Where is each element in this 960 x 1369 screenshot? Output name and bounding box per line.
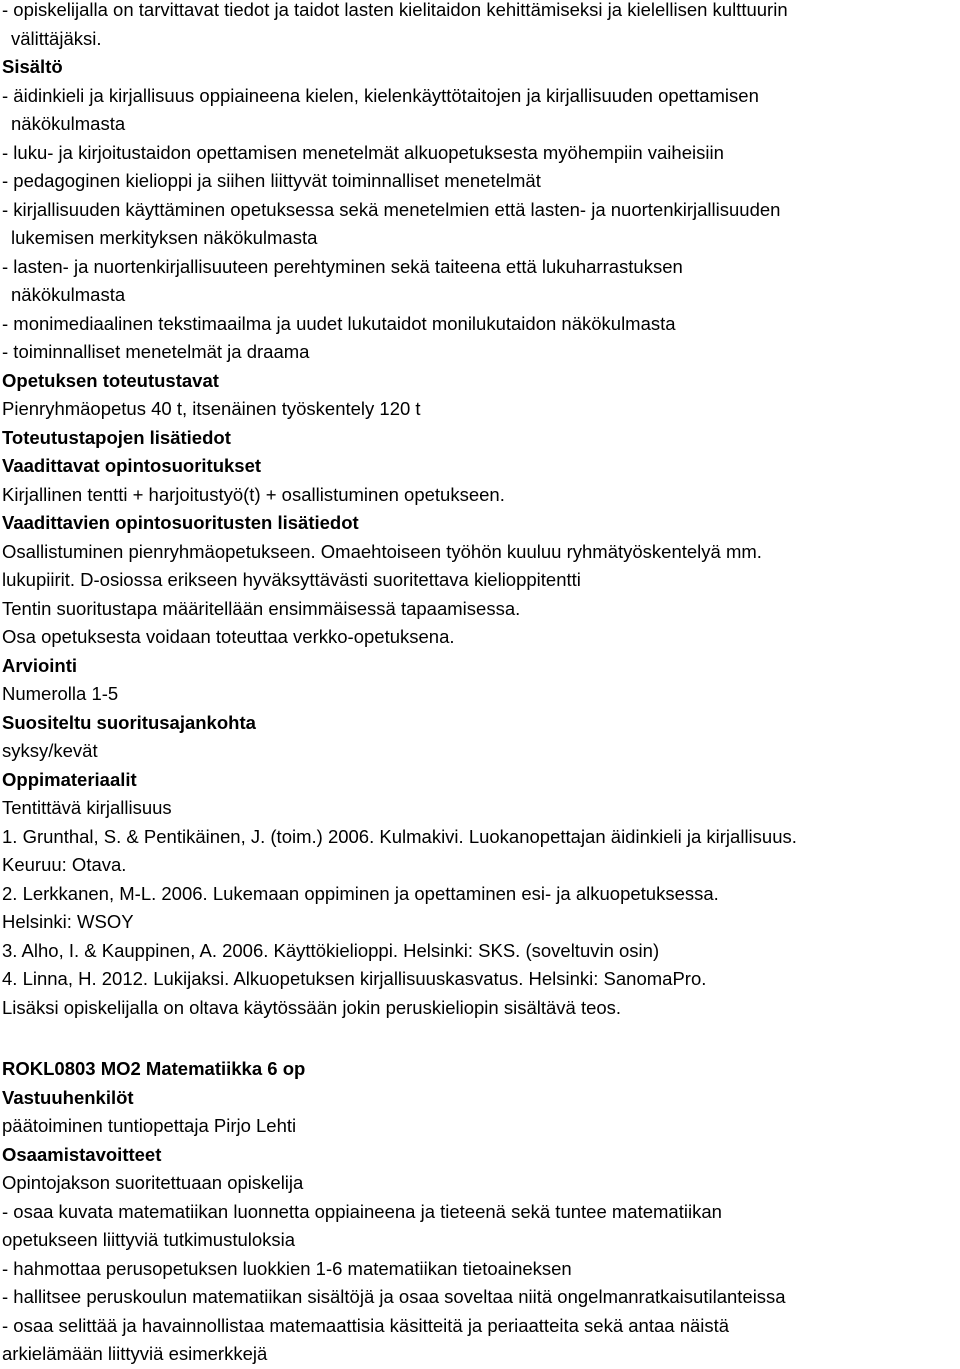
text-line: - opiskelijalla on tarvittavat tiedot ja taidot lasten kielitaidon kehittämiseksi ja kielellisen kulttuurin [2, 0, 788, 20]
text-line: Osallistuminen pienryhmäopetukseen. Omaehtoiseen työhön kuuluu ryhmätyöskentelyä mm. [2, 540, 762, 562]
text-line: - äidinkieli ja kirjallisuus oppiaineena kielen, kielenkäyttötaitojen ja kirjallisuuden opettamisen [2, 84, 759, 106]
text-line: Tentin suoritustapa määritellään ensimmäisessä tapaamisessa. [2, 597, 521, 619]
section-heading: Opetuksen toteutustavat [2, 369, 219, 391]
section-heading: Osaamistavoitteet [2, 1143, 162, 1165]
text-line: Numerolla 1-5 [2, 683, 119, 704]
text-line: päätoiminen tuntiopettaja Pirjo Lehti [2, 1115, 297, 1136]
text-line: 3. Alho, I. & Kauppinen, A. 2006. Käyttökielioppi. Helsinki: SKS. (soveltuvin osin) [2, 939, 660, 961]
section-heading: Arviointi [2, 654, 78, 676]
text-line: Pienryhmäopetus 40 t, itsenäinen työskentely 120 t [2, 398, 421, 419]
text-line: Osa opetuksesta voidaan toteuttaa verkko-opetuksena. [2, 626, 455, 647]
section-heading: Oppimateriaalit [2, 768, 137, 790]
section-heading: Vastuuhenkilöt [2, 1086, 134, 1108]
text-line: arkielämään liittyviä esimerkkejä [2, 1343, 268, 1364]
text-line: - toiminnalliset menetelmät ja draama [2, 341, 310, 362]
section-heading: Sisältö [2, 56, 63, 77]
text-line: lukupiirit. D-osiossa erikseen hyväksyttävästi suoritettava kielioppitentti [2, 569, 581, 590]
text-line: lukemisen merkityksen näkökulmasta [11, 227, 318, 248]
text-line: Tentittävä kirjallisuus [2, 797, 172, 818]
text-line: Kirjallinen tentti + harjoitustyö(t) + osallistuminen opetukseen. [2, 483, 505, 505]
text-line: - luku- ja kirjoitustaidon opettamisen menetelmät alkuopetuksesta myöhempiin vaiheisiin [2, 141, 724, 163]
text-line: - lasten- ja nuortenkirjallisuuteen perehtyminen sekä taiteena että lukuharrastuksen [2, 255, 683, 277]
section-heading: Suositeltu suoritusajankohta [2, 711, 256, 733]
text-line: - kirjallisuuden käyttäminen opetuksessa sekä menetelmien että lasten- ja nuortenkirjallisuuden [2, 198, 781, 220]
text-line: näkökulmasta [11, 113, 126, 134]
text-line: - osaa kuvata matematiikan luonnetta oppiaineena ja tieteenä sekä tuntee matematiikan [2, 1200, 722, 1222]
text-line: 2. Lerkkanen, M-L. 2006. Lukemaan oppiminen ja opettaminen esi- ja alkuopetuksessa. [2, 882, 719, 904]
text-line: Lisäksi opiskelijalla on oltava käytössään jokin peruskieliopin sisältävä teos. [2, 996, 622, 1018]
text-line: opetukseen liittyviä tutkimustuloksia [2, 1229, 296, 1250]
section-heading: Vaadittavien opintosuoritusten lisätiedot [2, 512, 359, 533]
section-heading: Toteutustapojen lisätiedot [2, 426, 231, 448]
text-line: näkökulmasta [11, 284, 126, 305]
text-line: 4. Linna, H. 2012. Lukijaksi. Alkuopetuksen kirjallisuuskasvatus. Helsinki: SanomaPro. [2, 968, 707, 989]
text-line: - hallitsee peruskoulun matematiikan sisältöjä ja osaa soveltaa niitä ongelmanratkaisutilanteissa [2, 1286, 786, 1307]
text-line: Opintojakson suoritettuaan opiskelija [2, 1172, 304, 1193]
text-line: 1. Grunthal, S. & Pentikäinen, J. (toim.) 2006. Kulmakivi. Luokanopettajan äidinkieli ja kirjallisuus. [2, 825, 797, 847]
text-line: - hahmottaa perusopetuksen luokkien 1-6 matematiikan tietoaineksen [2, 1257, 572, 1279]
text-line: välittäjäksi. [11, 27, 102, 49]
text-line: Keuruu: Otava. [2, 854, 127, 875]
section-heading: Vaadittavat opintosuoritukset [2, 455, 262, 476]
text-line: - pedagoginen kielioppi ja siihen liittyvät toiminnalliset menetelmät [2, 170, 541, 191]
text-line: - monimediaalinen tekstimaailma ja uudet lukutaidot monilukutaidon näkökulmasta [2, 312, 676, 334]
section-heading: ROKL0803 MO2 Matematiikka 6 op [2, 1058, 306, 1079]
text-line: Helsinki: WSOY [2, 911, 134, 932]
text-line: syksy/kevät [2, 740, 98, 761]
text-line: - osaa selittää ja havainnollistaa matemaattisia käsitteitä ja periaatteita sekä antaa näistä [2, 1314, 730, 1336]
